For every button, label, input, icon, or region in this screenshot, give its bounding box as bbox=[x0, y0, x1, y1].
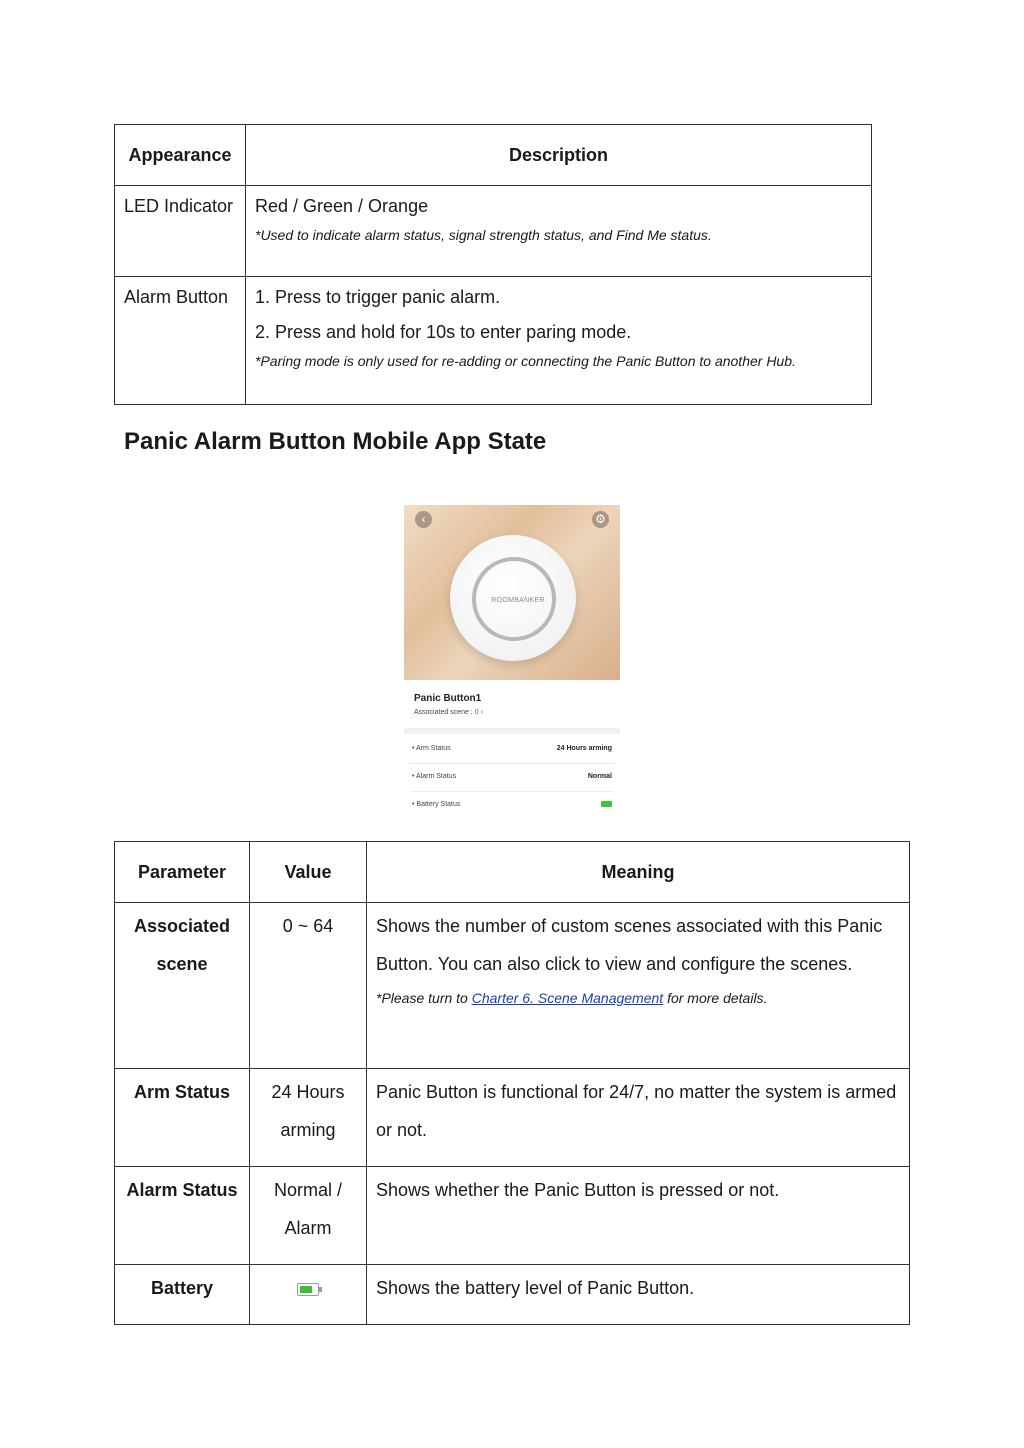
header-appearance: Appearance bbox=[115, 125, 246, 186]
status-row bbox=[410, 792, 614, 819]
value-cell: Normal / Alarm bbox=[250, 1167, 367, 1265]
table-header-row bbox=[115, 125, 872, 186]
panic-button-ring bbox=[472, 557, 556, 641]
table-row bbox=[115, 1069, 910, 1167]
table-row bbox=[115, 186, 872, 277]
row-label: LED Indicator bbox=[115, 186, 246, 277]
param-cell: Battery bbox=[115, 1265, 250, 1325]
meaning-cell: Shows whether the Panic Button is pressed or not. bbox=[367, 1167, 910, 1265]
description-line: 1. Press to trigger panic alarm. bbox=[255, 287, 501, 307]
value-cell bbox=[250, 1265, 367, 1325]
back-arrow-icon[interactable]: ‹ bbox=[415, 511, 432, 528]
param-cell: Alarm Status bbox=[115, 1167, 250, 1265]
section-heading: Panic Alarm Button Mobile App State bbox=[124, 428, 547, 455]
scene-management-link[interactable]: Charter 6. Scene Management bbox=[471, 990, 664, 1006]
associated-scene-label: Associated scene : bbox=[414, 709, 473, 716]
row-description bbox=[246, 186, 872, 277]
description-note: *Paring mode is only used for re-adding or connecting the Panic Button to another Hub. bbox=[255, 353, 796, 369]
meaning-text: Shows the number of custom scenes associated with this Panic Button. You can also click to view and configure the scenes. bbox=[376, 916, 883, 974]
status-value: Normal bbox=[587, 773, 612, 780]
meaning-cell: Panic Button is functional for 24/7, no matter the system is armed or not. bbox=[367, 1069, 910, 1167]
meaning-cell: Shows the battery level of Panic Button. bbox=[367, 1265, 910, 1325]
device-name: Panic Button1 bbox=[414, 693, 482, 704]
description-line: 2. Press and hold for 10s to enter paring mode. bbox=[255, 322, 632, 342]
app-screenshot bbox=[404, 505, 620, 823]
table-row bbox=[115, 903, 910, 1069]
status-value: 24 Hours arming bbox=[556, 745, 612, 752]
header-parameter: Parameter bbox=[115, 842, 250, 903]
chevron-right-icon: › bbox=[480, 709, 483, 716]
panic-button-image bbox=[450, 535, 576, 661]
header-description: Description bbox=[246, 125, 872, 186]
table-row bbox=[115, 1265, 910, 1325]
row-description bbox=[246, 277, 872, 405]
status-row bbox=[410, 736, 614, 764]
value-cell: 24 Hours arming bbox=[250, 1069, 367, 1167]
status-row bbox=[410, 764, 614, 792]
battery-icon bbox=[297, 1283, 319, 1296]
header-meaning: Meaning bbox=[367, 842, 910, 903]
brand-logo: ROOMBANKER bbox=[491, 597, 545, 604]
device-hero bbox=[404, 505, 620, 680]
description-note: *Used to indicate alarm status, signal strength status, and Find Me status. bbox=[255, 227, 712, 243]
param-cell: Associated scene bbox=[115, 903, 250, 1069]
header-value: Value bbox=[250, 842, 367, 903]
status-label: • Alarm Status bbox=[412, 773, 457, 780]
row-label: Alarm Button bbox=[115, 277, 246, 405]
settings-gear-icon[interactable]: ⚙ bbox=[592, 511, 609, 528]
table-row bbox=[115, 277, 872, 405]
associated-scene-link[interactable] bbox=[414, 709, 483, 716]
appearance-table bbox=[114, 124, 872, 405]
associated-scene-count: 0 bbox=[474, 709, 479, 716]
parameter-table bbox=[114, 841, 910, 1325]
value-cell: 0 ~ 64 bbox=[250, 903, 367, 1069]
status-label: • Battery Status bbox=[412, 801, 461, 808]
meaning-note: *Please turn to Charter 6. Scene Management for more details. bbox=[376, 990, 768, 1006]
section-divider bbox=[404, 728, 620, 734]
param-cell: Arm Status bbox=[115, 1069, 250, 1167]
description-line: Red / Green / Orange bbox=[255, 196, 429, 216]
table-header-row bbox=[115, 842, 910, 903]
status-label: • Arm Status bbox=[412, 745, 451, 752]
battery-icon bbox=[601, 801, 612, 807]
table-row bbox=[115, 1167, 910, 1265]
meaning-cell bbox=[367, 903, 910, 1069]
